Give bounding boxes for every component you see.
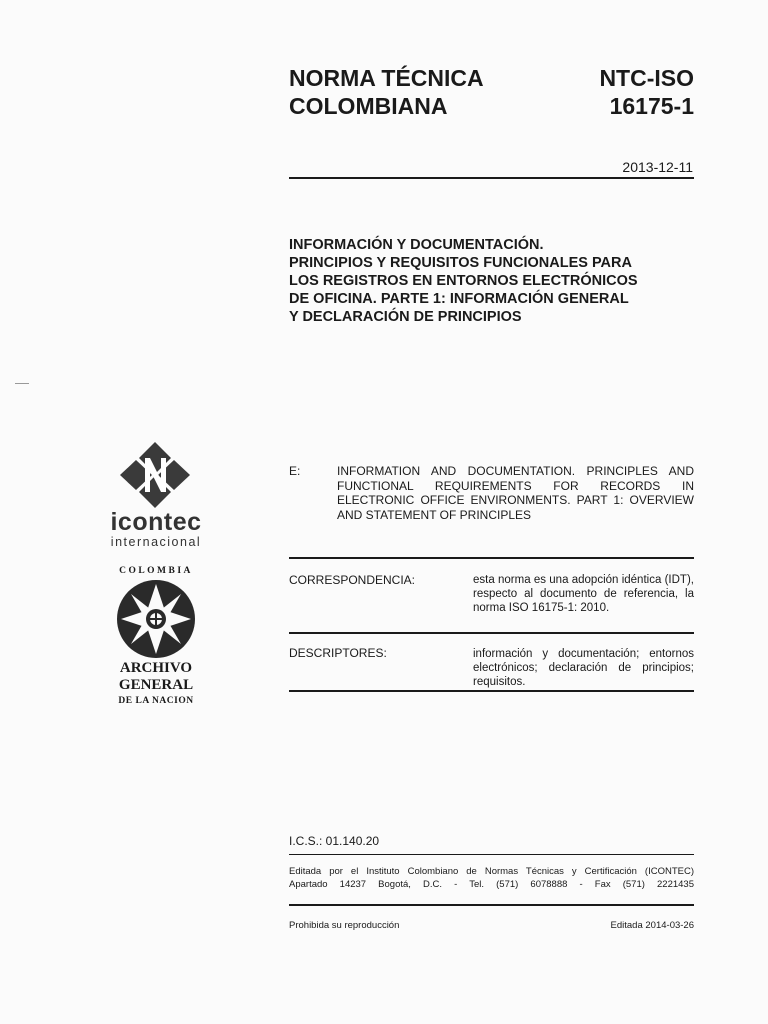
icontec-logo-icon <box>117 440 193 510</box>
spanish-title-line: DE OFICINA. PARTE 1: INFORMACIÓN GENERAL <box>289 291 629 307</box>
archivo-general-seal-icon <box>112 578 200 660</box>
publication-date: 2013-12-11 <box>622 159 693 175</box>
spanish-title-line: INFORMACIÓN Y DOCUMENTACIÓN. <box>289 237 544 253</box>
descriptores-label: DESCRIPTORES: <box>289 646 387 660</box>
icontec-wordmark: icontec <box>110 508 202 536</box>
country-label: COLOMBIA <box>119 566 193 576</box>
spanish-title-line: PRINCIPIOS Y REQUISITOS FUNCIONALES PARA <box>289 255 632 271</box>
reproduction-notice: Prohibida su reproducción <box>289 920 400 931</box>
divider <box>289 632 694 634</box>
code-line: NTC-ISO <box>599 65 694 91</box>
icontec-subtitle: internacional <box>110 535 202 549</box>
correspondencia-text: esta norma es una adopción idéntica (IDT), respecto al documento de referencia, la norma ISO 16175-1: 2010. <box>473 574 694 614</box>
archivo-general-name <box>100 660 212 694</box>
descriptores-text: información y documentación; entornos electrónicos; declaración de principios; requisitos. <box>473 648 694 688</box>
standard-code <box>560 64 694 120</box>
correspondencia-label: CORRESPONDENCIA: <box>289 573 416 587</box>
edition-date: Editada 2014-03-26 <box>610 920 694 931</box>
english-label: E: <box>289 464 301 478</box>
title-line: NORMA TÉCNICA <box>289 65 484 91</box>
divider <box>289 177 694 179</box>
title-line: COLOMBIANA <box>289 93 448 119</box>
spanish-title <box>289 236 699 326</box>
english-title: INFORMATION AND DOCUMENTATION. PRINCIPLES AND FUNCTIONAL REQUIREMENTS FOR RECORDS IN ELECTRONIC OFFICE ENVIRONMENTS. PART 1: OVERVIEW AND STATEMENT OF PRINCIPLES <box>337 464 694 522</box>
divider <box>289 854 694 855</box>
archivo-line: GENERAL <box>118 677 194 693</box>
ics-code: I.C.S.: 01.140.20 <box>289 834 380 848</box>
publisher-info <box>289 866 694 891</box>
divider <box>289 557 694 559</box>
document-type-title <box>289 64 484 120</box>
archivo-line: ARCHIVO <box>119 660 193 676</box>
code-line: 16175-1 <box>609 93 694 119</box>
spanish-title-line: LOS REGISTROS EN ENTORNOS ELECTRÓNICOS <box>289 273 638 289</box>
publisher-line: Editada por el Instituto Colombiano de Normas Técnicas y Certificación (ICONTEC) <box>289 866 694 877</box>
spanish-title-line: Y DECLARACIÓN DE PRINCIPIOS <box>289 309 522 325</box>
divider <box>289 690 694 692</box>
archivo-general-subtitle: DE LA NACION <box>118 696 194 706</box>
divider <box>289 904 694 906</box>
scan-mark <box>15 383 29 384</box>
publisher-line: Apartado 14237 Bogotá, D.C. - Tel. (571) 6078888 - Fax (571) 2221435 <box>289 878 694 890</box>
